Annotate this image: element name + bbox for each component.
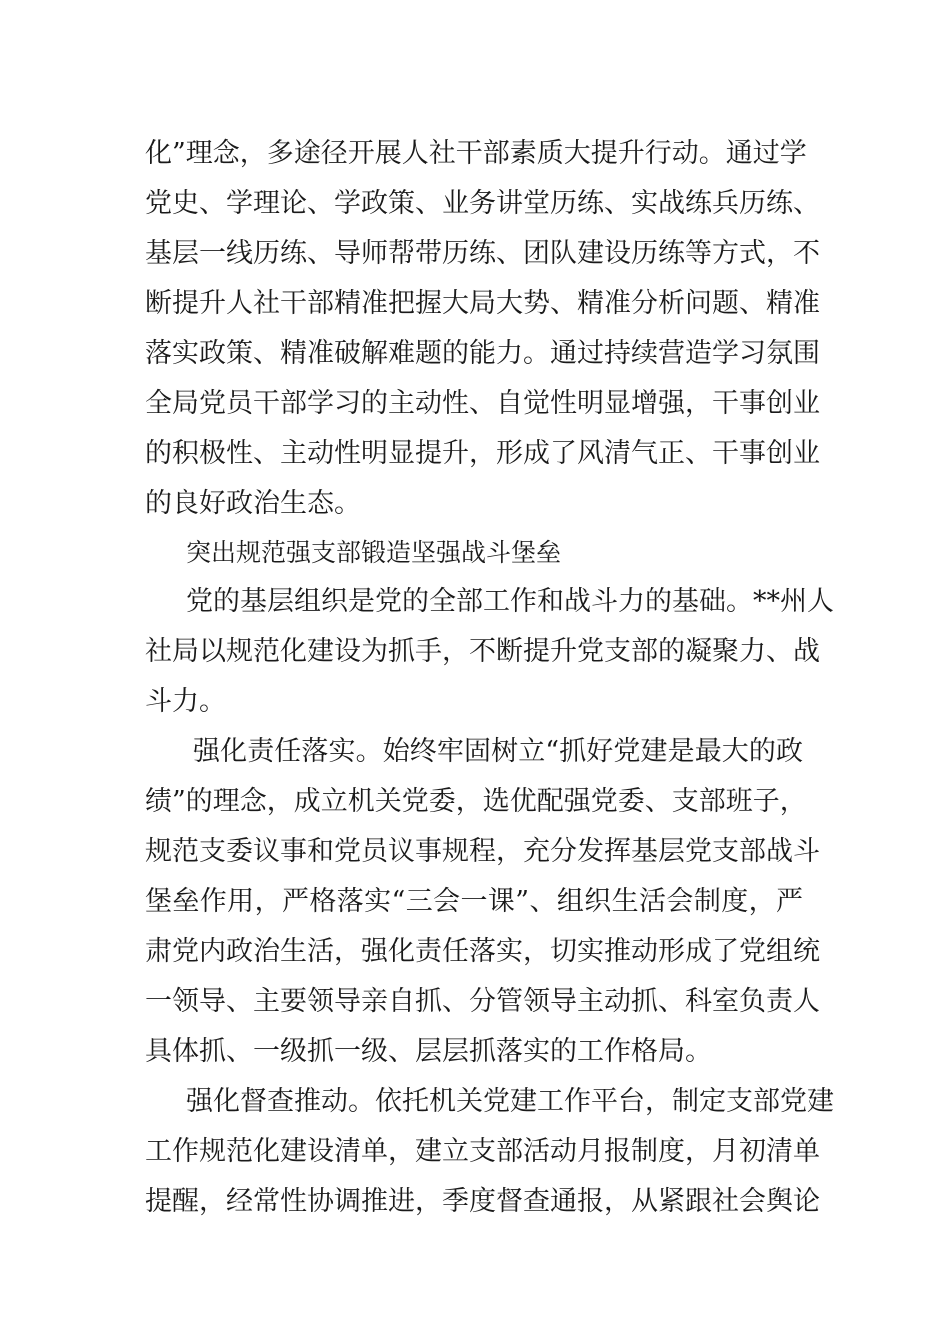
text-line: 具体抓、一级抓一级、层层抓落实的工作格局。 xyxy=(145,1036,712,1067)
text-line: 提醒，经常性协调推进，季度督查通报，从紧跟社会舆论 xyxy=(145,1186,820,1217)
text-line: 党的基层组织是党的全部工作和战斗力的基础。**州人 xyxy=(186,586,834,617)
section-heading: 突出规范强支部锻造坚强战斗堡垒 xyxy=(186,538,562,567)
text-line: 强化督查推动。依托机关党建工作平台，制定支部党建 xyxy=(186,1086,834,1117)
text-line: 斗力。 xyxy=(145,686,226,717)
text-line: 绩”的理念，成立机关党委，选优配强党委、支部班子， xyxy=(145,786,807,817)
text-line: 的积极性、主动性明显提升，形成了风清气正、干事创业 xyxy=(145,438,820,469)
text-line: 落实政策、精准破解难题的能力。通过持续营造学习氛围 xyxy=(145,338,820,369)
text-line: 社局以规范化建设为抓手，不断提升党支部的凝聚力、战 xyxy=(145,636,820,667)
text-line: 全局党员干部学习的主动性、自觉性明显增强，干事创业 xyxy=(145,388,820,419)
text-line: 堡垒作用，严格落实“三会一课”、组织生活会制度，严 xyxy=(145,886,803,917)
text-line: 的良好政治生态。 xyxy=(145,488,361,519)
text-line: 断提升人社干部精准把握大局大势、精准分析问题、精准 xyxy=(145,288,820,319)
text-line: 党史、学理论、学政策、业务讲堂历练、实战练兵历练、 xyxy=(145,188,820,219)
text-line: 一领导、主要领导亲自抓、分管领导主动抓、科室负责人 xyxy=(145,986,820,1017)
text-line: 基层一线历练、导师帮带历练、团队建设历练等方式，不 xyxy=(145,238,820,269)
text-line: 强化责任落实。始终牢固树立“抓好党建是最大的政 xyxy=(193,736,803,767)
text-line: 规范支委议事和党员议事规程，充分发挥基层党支部战斗 xyxy=(145,836,820,867)
text-line: 化”理念，多途径开展人社干部素质大提升行动。通过学 xyxy=(145,138,807,169)
text-line: 工作规范化建设清单，建立支部活动月报制度，月初清单 xyxy=(145,1136,820,1167)
text-line: 肃党内政治生活，强化责任落实，切实推动形成了党组统 xyxy=(145,936,820,967)
